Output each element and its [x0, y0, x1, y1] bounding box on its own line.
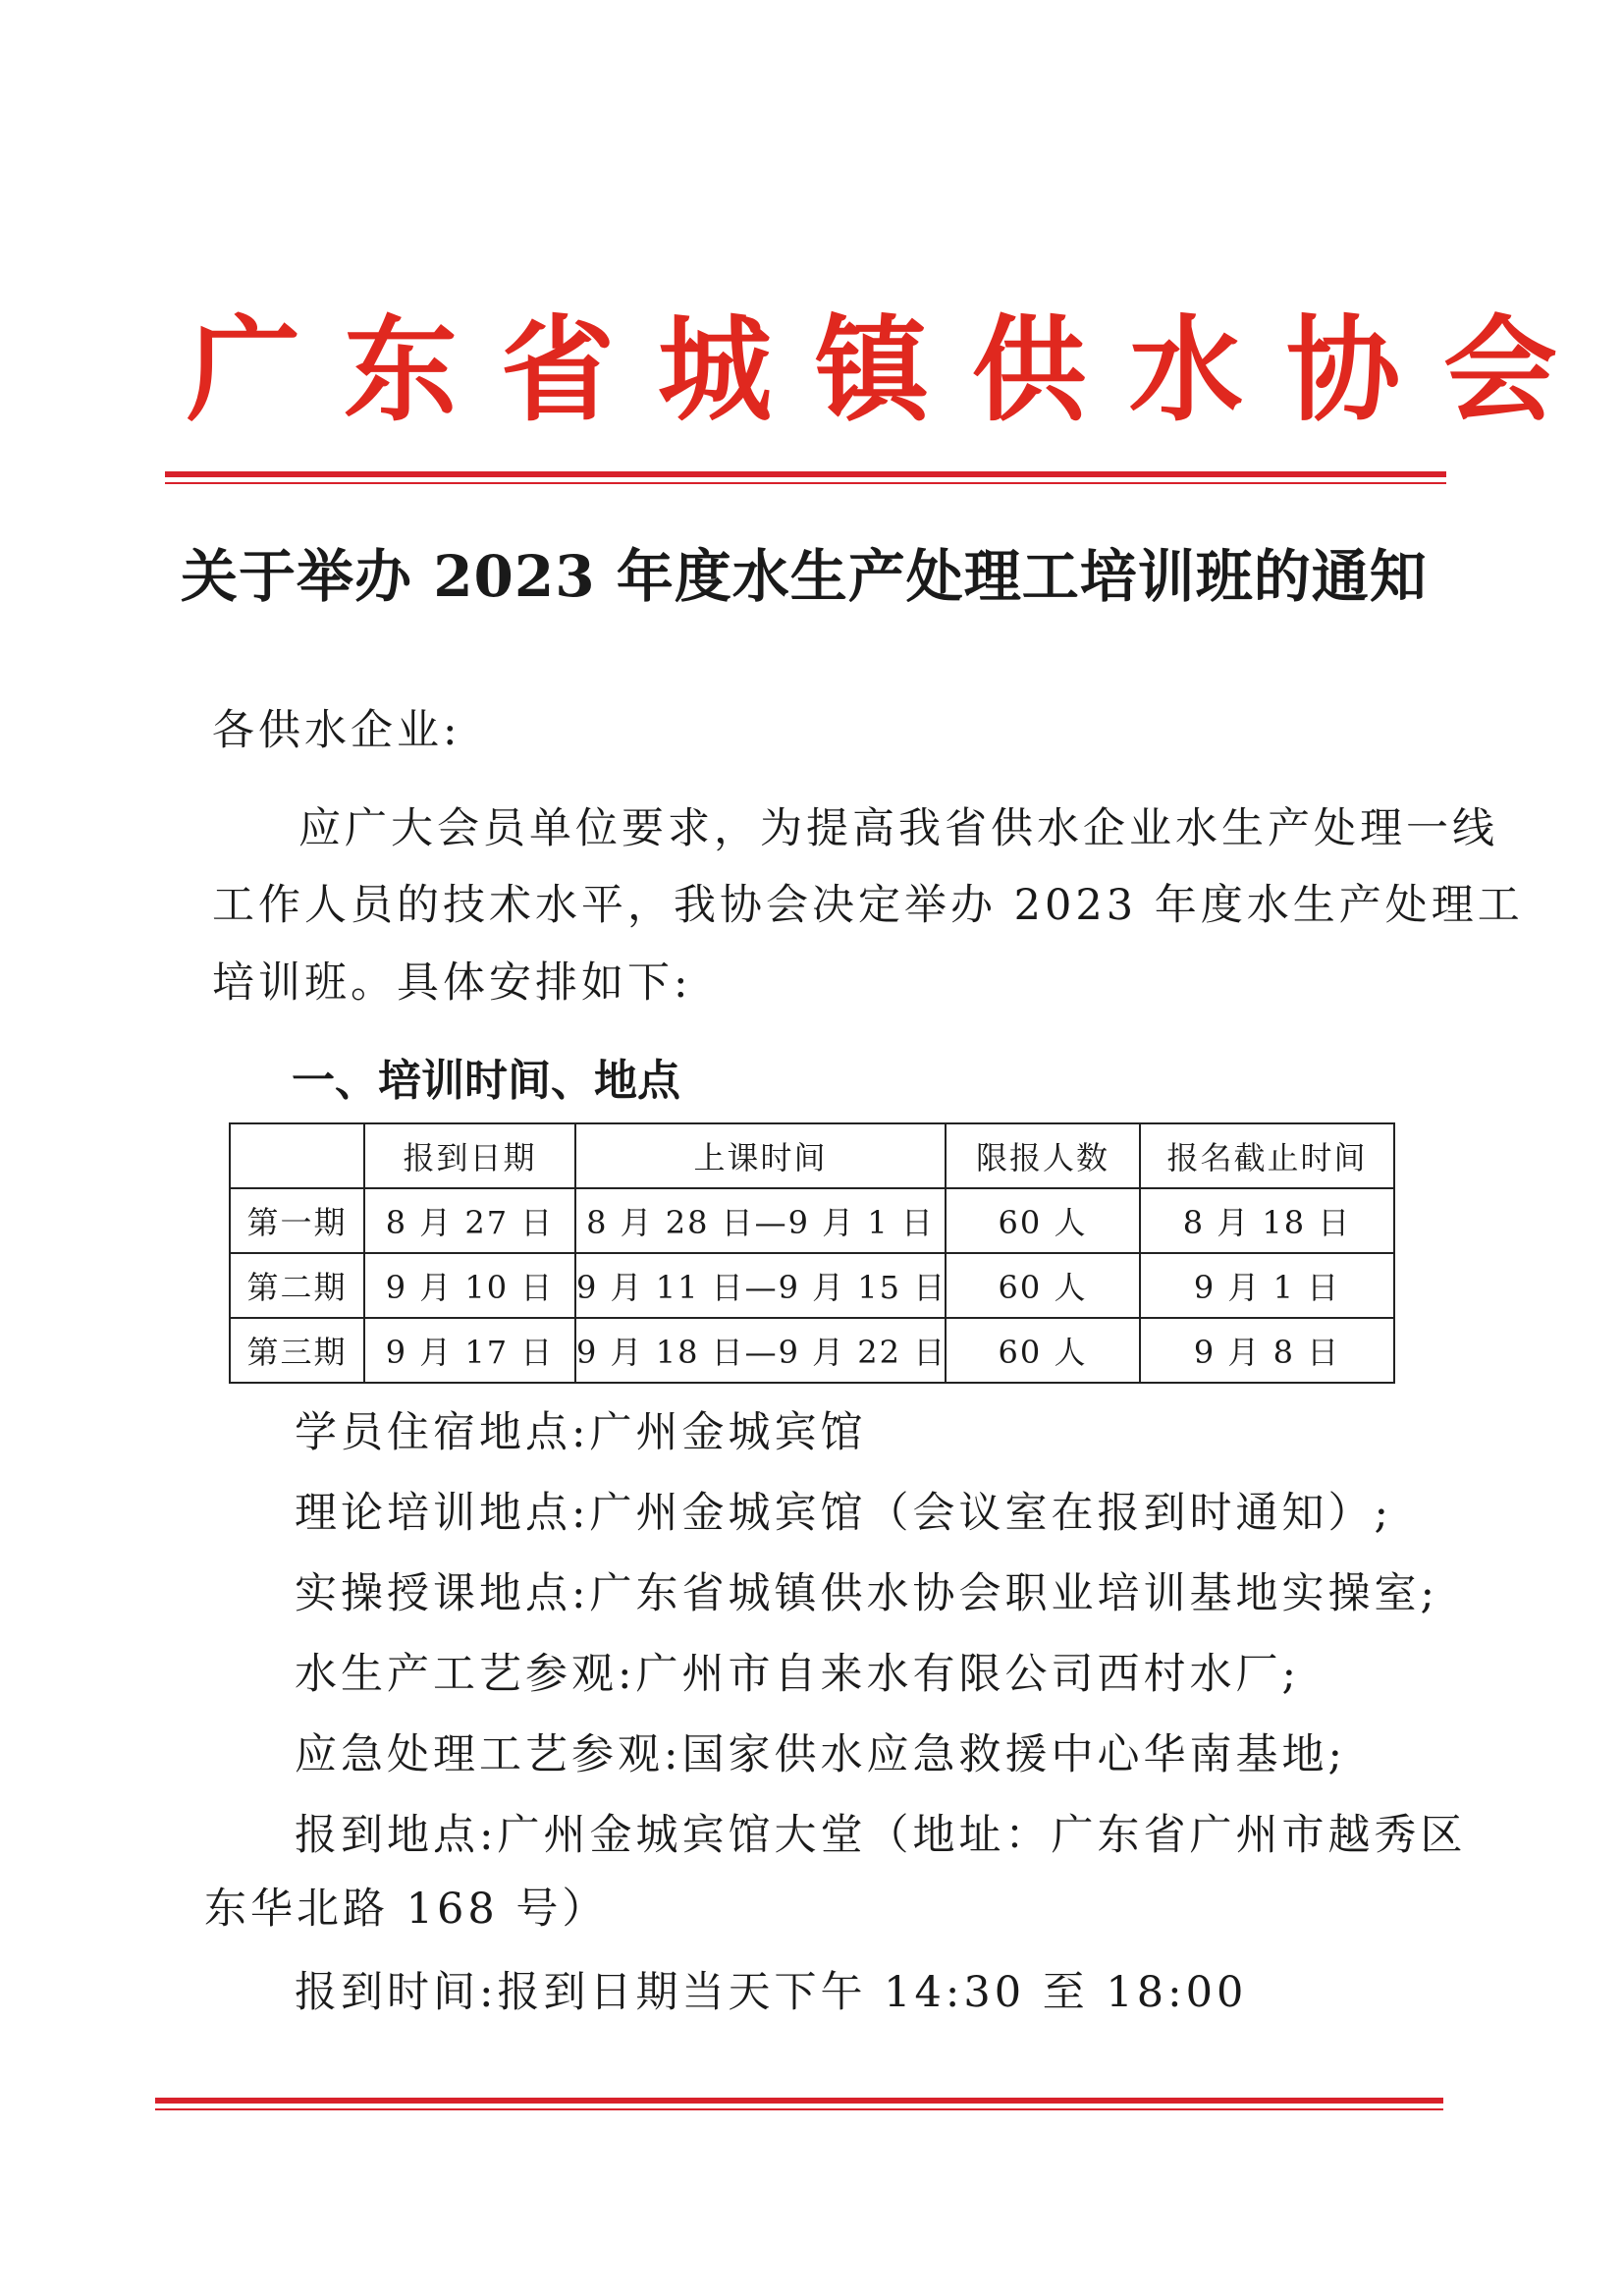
table-cell: 8 月 18 日 — [1140, 1188, 1394, 1253]
lodging-label: 学员住宿地点: — [295, 1408, 590, 1457]
table-cell: 60 人 — [946, 1318, 1140, 1383]
footer-divider — [155, 2098, 1443, 2110]
table-cell: 9 月 1 日 — [1140, 1253, 1394, 1318]
visit-1-label: 水生产工艺参观: — [295, 1650, 636, 1699]
table-header-cell: 报到日期 — [364, 1123, 575, 1188]
checkin-time-line — [295, 1970, 1247, 2016]
table-cell: 8 月 28 日—9 月 1 日 — [575, 1188, 946, 1253]
table-cell: 9 月 10 日 — [364, 1253, 575, 1318]
practice-label: 实操授课地点: — [295, 1569, 590, 1618]
visit-2-line — [295, 1732, 1346, 1778]
table-row — [230, 1318, 1394, 1383]
intro-line-2: 工作人员的技术水平，我协会决定举办 2023 年度水生产处理工 — [212, 881, 1524, 930]
document-title: 关于举办 2023 年度水生产处理工培训班的通知 — [181, 543, 1428, 610]
visit-2-label: 应急处理工艺参观: — [295, 1730, 682, 1779]
table-cell: 60 人 — [946, 1188, 1140, 1253]
checkin-place-value: 广州金城宾馆大堂（地址：广东省广州市越秀区 — [497, 1811, 1467, 1860]
checkin-place-label: 报到地点: — [295, 1811, 498, 1860]
practice-value: 广东省城镇供水协会职业培训基地实操室; — [589, 1569, 1438, 1618]
header-divider — [165, 471, 1446, 484]
table-header-cell — [230, 1123, 364, 1188]
table-cell: 9 月 18 日—9 月 22 日 — [575, 1318, 946, 1383]
table-cell: 60 人 — [946, 1253, 1140, 1318]
checkin-place-line — [295, 1813, 1467, 1859]
schedule-table — [229, 1122, 1395, 1384]
table-cell: 9 月 8 日 — [1140, 1318, 1394, 1383]
lodging-line — [295, 1410, 867, 1456]
theory-line — [295, 1491, 1392, 1537]
table-header-row — [230, 1123, 1394, 1188]
table-header-cell: 报名截止时间 — [1140, 1123, 1394, 1188]
salutation: 各供水企业: — [212, 706, 461, 755]
practice-line — [295, 1571, 1438, 1617]
visit-1-value: 广州市自来水有限公司西村水厂; — [635, 1650, 1300, 1699]
table-cell: 第三期 — [230, 1318, 364, 1383]
table-cell: 9 月 11 日—9 月 15 日 — [575, 1253, 946, 1318]
table-cell: 第一期 — [230, 1188, 364, 1253]
table-row — [230, 1253, 1394, 1318]
org-name-header: 广东省城镇供水协会 — [187, 304, 1600, 437]
intro-line-3: 培训班。具体安排如下: — [212, 958, 692, 1008]
visit-2-value: 国家供水应急救援中心华南基地; — [681, 1730, 1346, 1779]
table-header-cell: 上课时间 — [575, 1123, 946, 1188]
checkin-time-value: 报到日期当天下午 14:30 至 18:00 — [497, 1968, 1248, 2017]
table-cell: 第二期 — [230, 1253, 364, 1318]
checkin-place-continuation: 东华北路 168 号） — [204, 1885, 609, 1934]
table-row — [230, 1188, 1394, 1253]
visit-1-line — [295, 1652, 1300, 1698]
intro-line-1: 应广大会员单位要求，为提高我省供水企业水生产处理一线 — [298, 804, 1498, 853]
theory-label: 理论培训地点: — [295, 1489, 590, 1538]
theory-value: 广州金城宾馆（会议室在报到时通知）; — [589, 1489, 1392, 1538]
lodging-value: 广州金城宾馆 — [589, 1408, 867, 1457]
table-cell: 9 月 17 日 — [364, 1318, 575, 1383]
table-cell: 8 月 27 日 — [364, 1188, 575, 1253]
checkin-time-label: 报到时间: — [295, 1968, 498, 2017]
table-header-cell: 限报人数 — [946, 1123, 1140, 1188]
section-1-heading: 一、培训时间、地点 — [292, 1056, 680, 1106]
